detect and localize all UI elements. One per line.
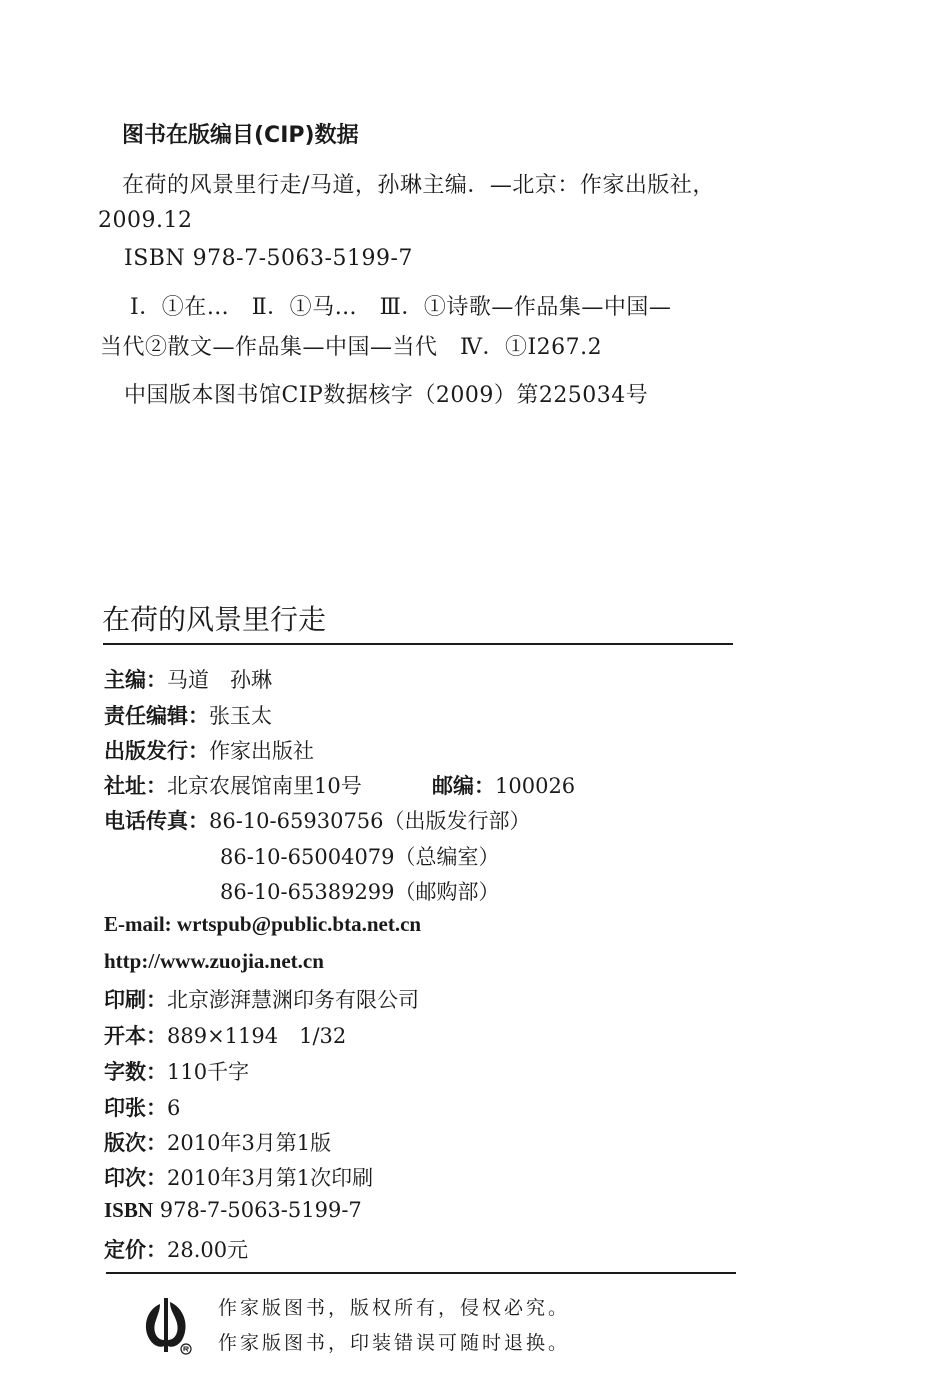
sheets-value: 6 (167, 1096, 181, 1120)
isbn-label: ISBN (104, 1198, 154, 1222)
editors-value: 马道 孙琳 (167, 668, 272, 692)
cip-heading: 图书在版编目(CIP)数据 (122, 123, 359, 148)
printer-label: 印刷： (104, 988, 167, 1012)
phone-label: 电话传真： (104, 809, 209, 833)
responsible-editor-value: 张玉太 (209, 704, 272, 728)
footer-rule (106, 1272, 736, 1274)
sheets-label: 印张： (104, 1096, 167, 1120)
format-value: 889×1194 1/32 (167, 1024, 347, 1048)
cip-line-1: 在荷的风景里行走/马道，孙琳主编．—北京：作家出版社， (122, 173, 715, 198)
printing-value: 2010年3月第1次印刷 (167, 1166, 374, 1190)
word-count-row (104, 1056, 249, 1086)
copyright-notice: 作家版图书，版权所有，侵权必究。 (218, 1297, 571, 1319)
publisher-label: 出版发行： (104, 739, 209, 763)
editors-row (104, 664, 272, 694)
edition-value: 2010年3月第1版 (167, 1131, 332, 1155)
cip-line-5: 当代②散文—作品集—中国—当代 Ⅳ．①I267.2 (100, 335, 603, 360)
cip-line-3: ISBN 978-7-5063-5199-7 (124, 246, 413, 271)
cip-line-4: Ⅰ．①在… Ⅱ．①马… Ⅲ．①诗歌—作品集—中国— (130, 295, 672, 320)
phone-line-2: 86-10-65004079（总编室） (220, 845, 500, 869)
printer-row (104, 984, 419, 1014)
price-value: 28.00元 (167, 1238, 249, 1262)
responsible-editor-label: 责任编辑： (104, 704, 209, 728)
format-row (104, 1020, 346, 1050)
postcode-label: 邮编： (432, 774, 495, 798)
isbn-row (104, 1198, 362, 1223)
address-value: 北京农展馆南里10号 (167, 774, 362, 798)
book-title: 在荷的风景里行走 (102, 603, 327, 636)
printing-row (104, 1162, 373, 1192)
cip-line-6: 中国版本图书馆CIP数据核字（2009）第225034号 (124, 383, 649, 408)
price-row (104, 1234, 248, 1264)
postcode-row (432, 770, 575, 800)
format-label: 开本： (104, 1024, 167, 1048)
edition-label: 版次： (104, 1131, 167, 1155)
postcode-value: 100026 (495, 774, 576, 798)
sheets-row (104, 1092, 180, 1122)
edition-row (104, 1127, 331, 1157)
word-count-label: 字数： (104, 1060, 167, 1084)
return-notice: 作家版图书，印装错误可随时退换。 (218, 1332, 571, 1354)
website-line: http://www.zuojia.net.cn (104, 949, 324, 973)
publisher-row (104, 735, 314, 765)
email-line: E-mail: wrtspub@public.bta.net.cn (104, 912, 422, 936)
editors-label: 主编： (104, 668, 167, 692)
phone-row (104, 805, 531, 835)
address-row (104, 770, 362, 800)
price-label: 定价： (104, 1238, 167, 1262)
publisher-value: 作家出版社 (209, 739, 314, 763)
word-count-value: 110千字 (167, 1060, 250, 1084)
printing-label: 印次： (104, 1166, 167, 1190)
printer-value: 北京澎湃慧渊印务有限公司 (167, 988, 419, 1012)
publisher-logo-icon (140, 1296, 196, 1356)
address-label: 社址： (104, 774, 167, 798)
responsible-editor-row (104, 700, 272, 730)
title-rule (103, 643, 733, 645)
phone-line-1: 86-10-65930756（出版发行部） (209, 809, 531, 833)
isbn-value: 978-7-5063-5199-7 (159, 1198, 362, 1222)
cip-line-2: 2009.12 (98, 208, 193, 233)
phone-line-3: 86-10-65389299（邮购部） (220, 880, 500, 904)
